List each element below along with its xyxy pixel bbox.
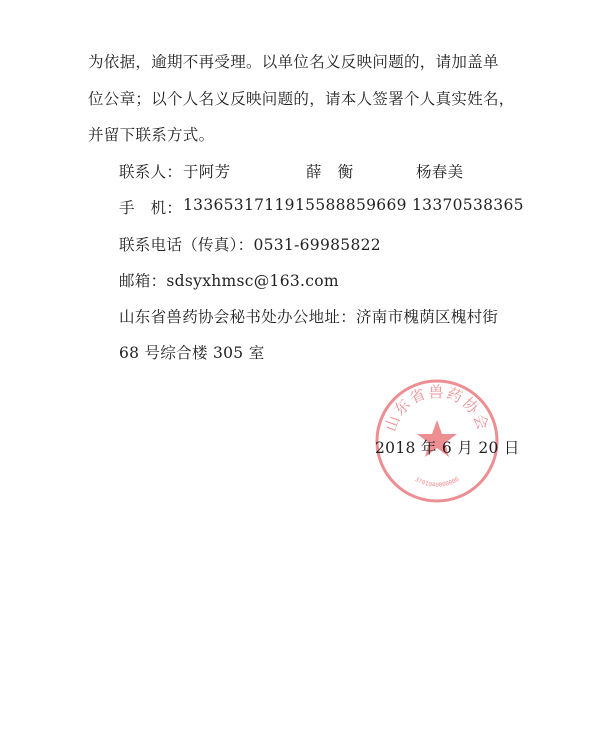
phone-2: 15588859669 bbox=[295, 196, 407, 214]
fax-line: 联系电话（传真）：0531-69985822 bbox=[119, 236, 381, 254]
phone-1: 13365317119 bbox=[183, 196, 295, 214]
phone-3: 13370538365 bbox=[412, 196, 524, 214]
paragraph-line-3: 并留下联系方式。 bbox=[88, 126, 215, 144]
paragraph-line-1: 为依据，逾期不再受理。以单位名义反映问题的，请加盖单 bbox=[88, 53, 499, 71]
contact-name-2: 薛 衡 bbox=[306, 163, 354, 181]
svg-text:3701040000000: 3701040000000 bbox=[413, 476, 461, 489]
signing-date: 2018 年 6 月 20 日 bbox=[375, 439, 520, 457]
phone-label: 手 机： bbox=[119, 199, 183, 217]
contact-name-1: 于阿芳 bbox=[183, 163, 231, 181]
contact-label: 联系人： bbox=[119, 163, 183, 181]
email-line: 邮箱：sdsyxhmsc@163.com bbox=[119, 272, 339, 290]
svg-text:山东省兽药协会: 山东省兽药协会 bbox=[381, 382, 493, 434]
address-line-2: 68 号综合楼 305 室 bbox=[119, 344, 265, 362]
contact-name-3: 杨春美 bbox=[416, 163, 464, 181]
address-line-1: 山东省兽药协会秘书处办公地址：济南市槐荫区槐村街 bbox=[119, 308, 499, 326]
paragraph-line-2: 位公章；以个人名义反映问题的，请本人签署个人真实姓名， bbox=[88, 90, 515, 108]
